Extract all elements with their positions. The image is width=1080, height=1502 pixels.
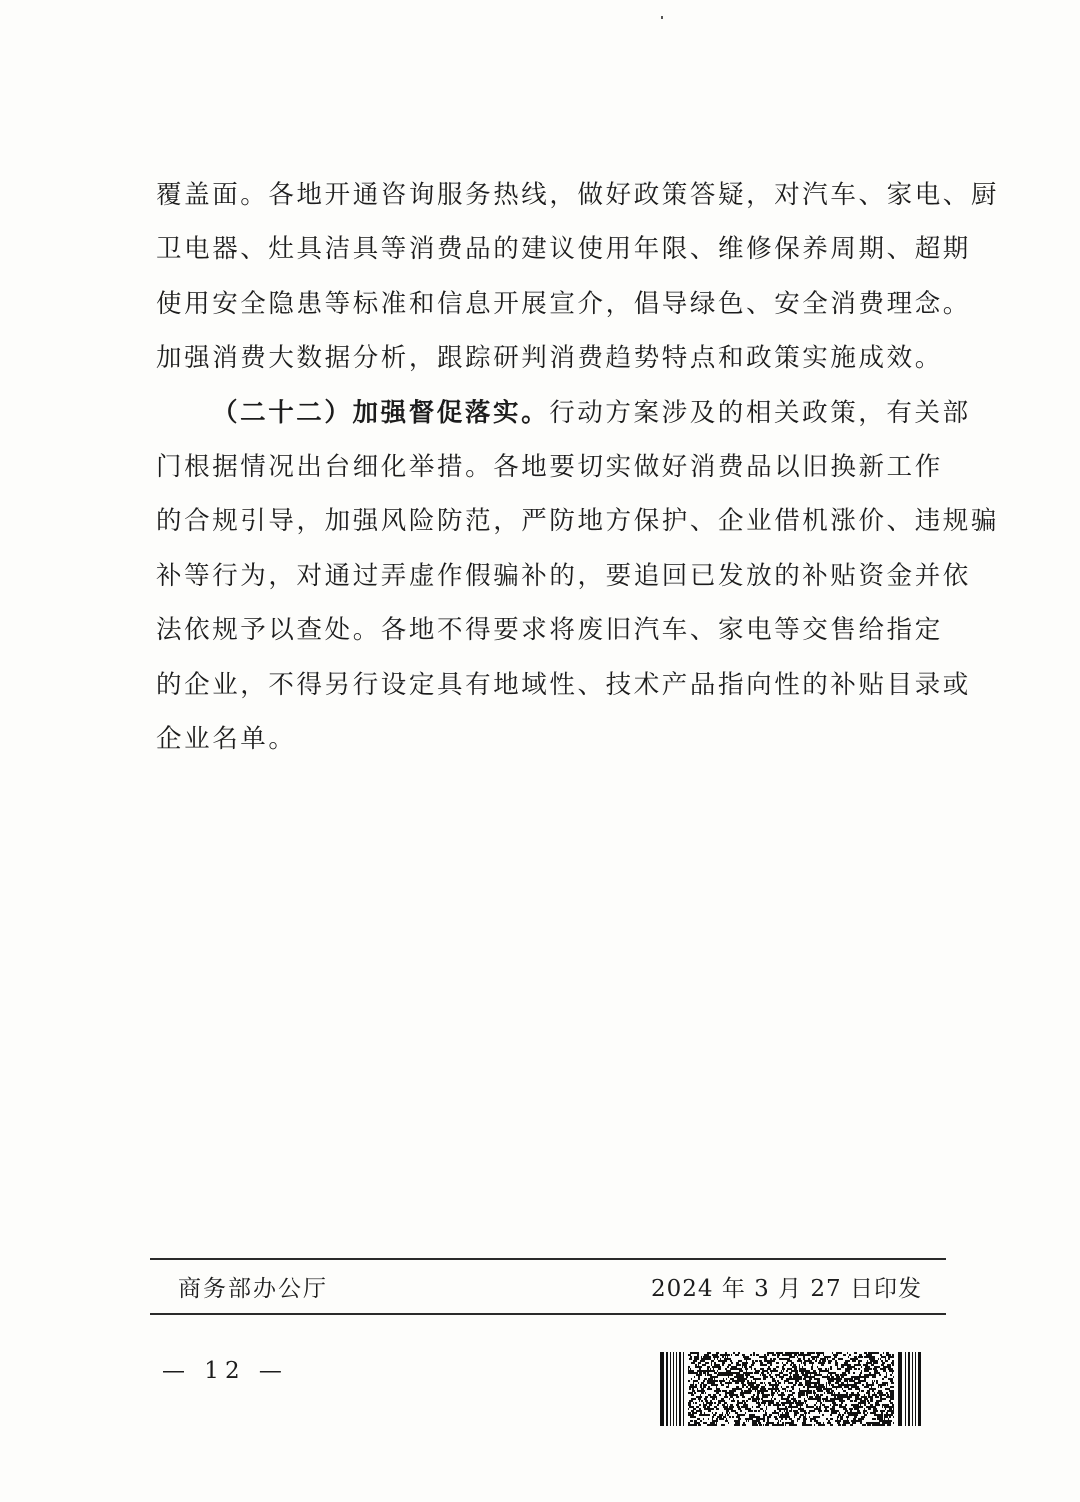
barcode-icon — [660, 1352, 922, 1426]
page-number: — 12 — — [162, 1358, 288, 1384]
body-line: 门根据情况出台细化举措。各地要切实做好消费品以旧换新工作 — [156, 451, 943, 482]
body-line: 补等行为，对通过弄虚作假骗补的，要追回已发放的补贴资金并依 — [156, 560, 971, 591]
body-line-rest: 行动方案涉及的相关政策，有关部 — [549, 397, 971, 428]
body-line: 加强消费大数据分析，跟踪研判消费趋势特点和政策实施成效。 — [156, 343, 943, 374]
issue-date: 2024 年 3 月 27 日印发 — [651, 1276, 922, 1302]
speck-mark — [661, 16, 663, 19]
footer-rule-top — [150, 1258, 946, 1260]
footer-rule-bottom — [150, 1313, 946, 1315]
body-line: 的合规引导，加强风险防范，严防地方保护、企业借机涨价、违规骗 — [156, 506, 1000, 537]
body-line: 覆盖面。各地开通咨询服务热线，做好政策答疑，对汽车、家电、厨 — [156, 180, 1000, 210]
issuer-name: 商务部办公厅 — [178, 1276, 328, 1302]
body-line: 卫电器、灶具洁具等消费品的建议使用年限、维修保养周期、超期 — [156, 234, 971, 265]
body-line: 法依规予以查处。各地不得要求将废旧汽车、家电等交售给指定 — [156, 615, 943, 646]
section-heading: （二十二）加强督促落实。 — [212, 397, 550, 428]
body-line: 企业名单。 — [156, 723, 297, 754]
body-line: 使用安全隐患等标准和信息开展宣介，倡导绿色、安全消费理念。 — [156, 288, 971, 319]
document-body — [156, 168, 1000, 766]
paragraph-first-line — [156, 386, 971, 440]
body-line: 的企业，不得另行设定具有地域性、技术产品指向性的补贴目录或 — [156, 669, 971, 700]
